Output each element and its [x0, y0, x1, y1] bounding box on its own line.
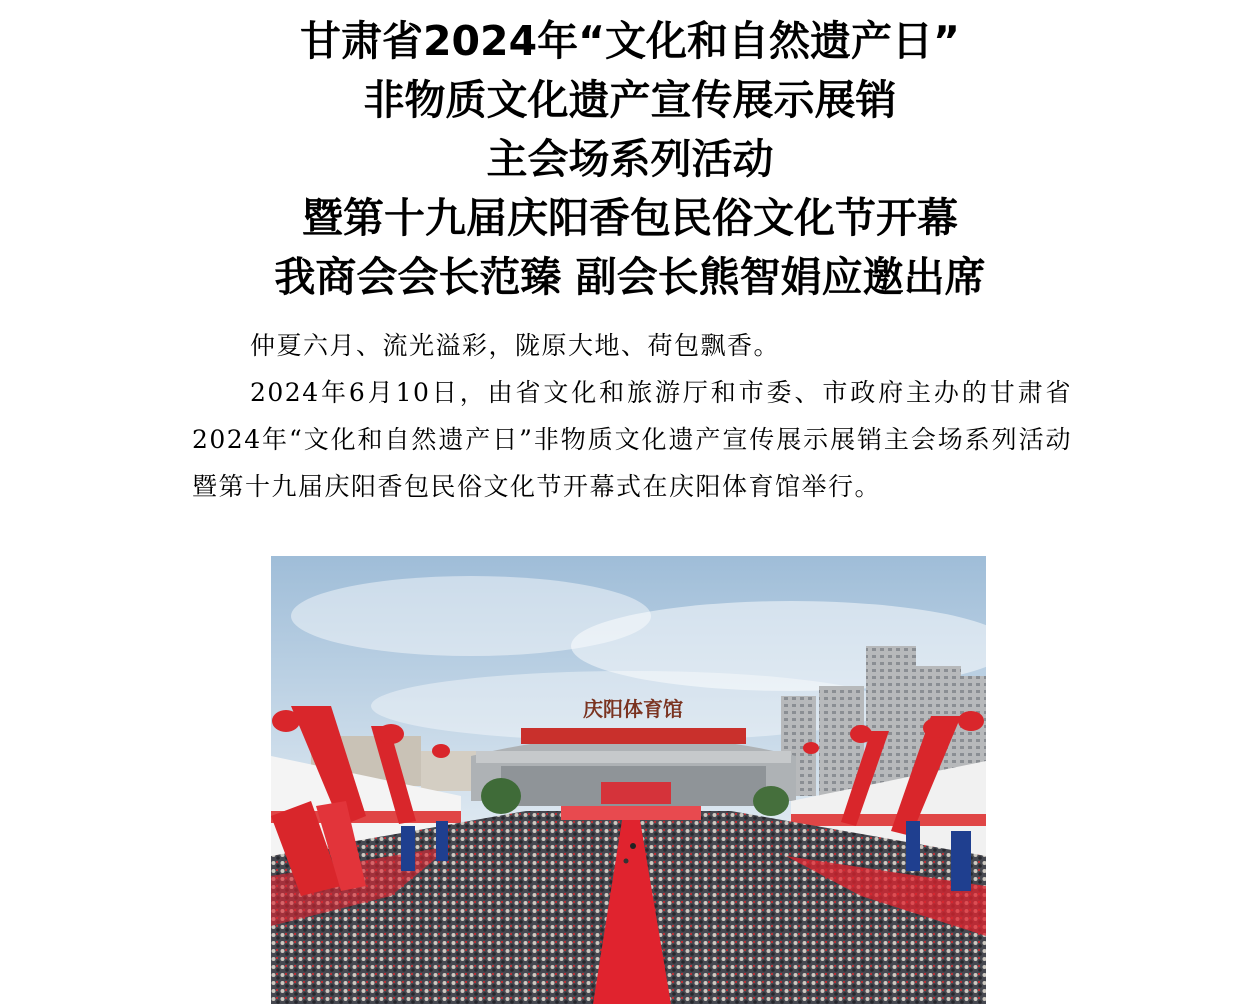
title-line-4: 暨第十九届庆阳香包民俗文化节开幕	[302, 194, 958, 242]
event-photo-illustration	[271, 556, 986, 1004]
title-line-5: 我商会会长范臻 副会长熊智娟应邀出席	[274, 253, 986, 301]
title-line-3: 主会场系列活动	[486, 135, 774, 183]
paragraph-intro: 仲夏六月、流光溢彩，陇原大地、荷包飘香。	[250, 331, 781, 360]
article-title	[0, 12, 1260, 307]
event-photo	[271, 556, 986, 1004]
title-line-2: 非物质文化遗产宣传展示展销	[363, 76, 897, 124]
paragraph-event: 2024年6月10日，由省文化和旅游厅和市委、市政府主办的甘肃省2024年“文化和自然遗产日”非物质文化遗产宣传展示展销主会场系列活动暨第十九届庆阳香包民俗文化节开幕式在庆阳体育馆举行。	[192, 378, 1072, 501]
article-body	[192, 322, 1072, 510]
title-line-1: 甘肃省2024年“文化和自然遗产日”	[299, 17, 960, 65]
building-sign: 庆阳体育馆	[583, 697, 683, 721]
